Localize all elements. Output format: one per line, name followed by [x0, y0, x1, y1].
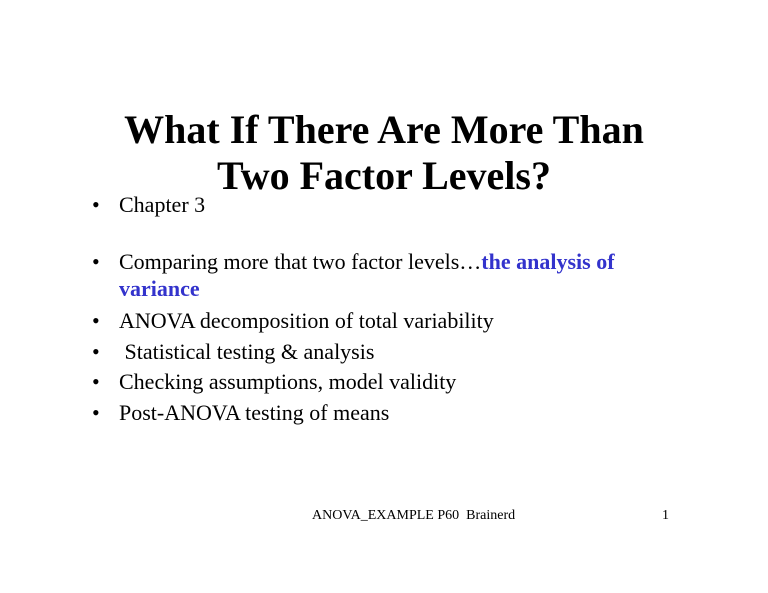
bullet-icon: • — [92, 400, 100, 425]
bullet-icon: • — [92, 339, 100, 364]
bullet-icon: • — [92, 192, 100, 217]
emphasis-text: the analysis of — [481, 249, 615, 274]
title-line-2: Two Factor Levels? — [216, 153, 551, 198]
title-line-1: What If There Are More Than — [124, 107, 644, 152]
bullet-icon: • — [92, 369, 100, 394]
bullet-icon: • — [92, 308, 100, 333]
slide-footer: ANOVA_EXAMPLE P60 Brainerd — [312, 508, 516, 523]
slide-title — [0, 107, 768, 199]
bullet-icon: • — [92, 249, 100, 274]
emphasis-text: variance — [119, 276, 200, 301]
page-number: 1 — [662, 508, 669, 523]
